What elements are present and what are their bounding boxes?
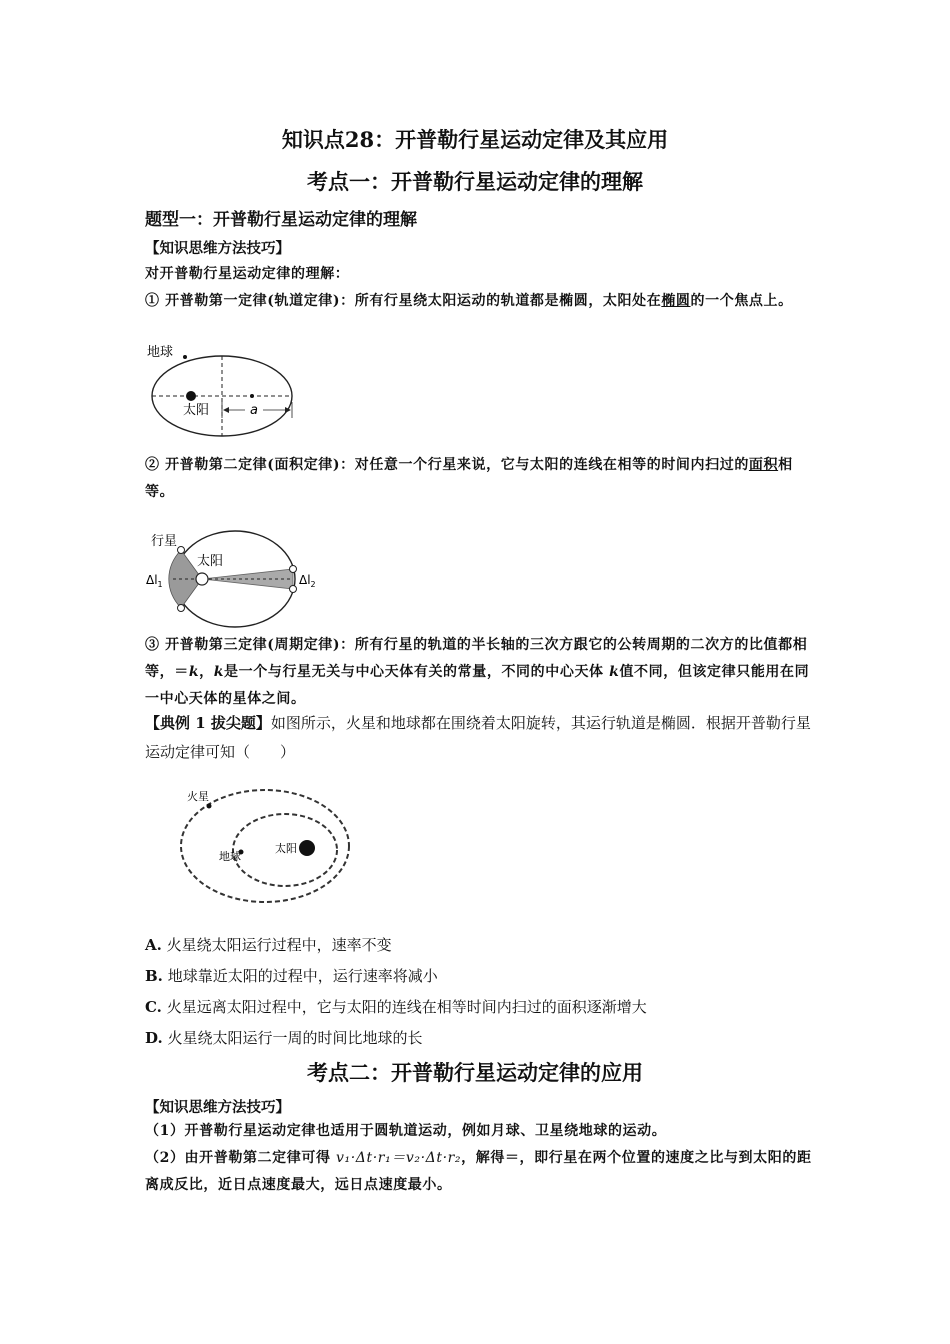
law1-text-b: 的一个焦点上。 <box>690 293 793 309</box>
law2-text-a: ② 开普勒第二定律(面积定律)：对任意一个行星来说，它与太阳的连线在相等的时间内扫过的 <box>145 457 749 473</box>
first-law-diagram <box>145 340 305 440</box>
section2-item1: （1）开普勒行星运动定律也适用于圆轨道运动，例如月球、卫星绕地球的运动。 <box>145 1123 667 1139</box>
option-b[interactable]: B. 地球靠近太阳的过程中，运行速率将减小 <box>145 967 438 985</box>
sun-label: 太阳 <box>197 554 224 569</box>
mars-orbit <box>181 790 349 902</box>
earth-label: 地球 <box>219 850 241 863</box>
type-heading: 题型一：开普勒行星运动定律的理解 <box>145 210 417 230</box>
section2-item2 <box>145 1145 815 1199</box>
option-c[interactable]: C. 火星远离太阳过程中，它与太阳的连线在相等时间内扫过的面积逐渐增大 <box>145 998 647 1016</box>
earth-label: 地球 <box>147 345 174 360</box>
planet-pos-2 <box>178 605 185 612</box>
law3-text-c: 是一个与行星无关与中心天体有关的常量，不同的中心天体 <box>224 664 610 680</box>
law3-k1: k <box>188 664 200 680</box>
example1-text: 如图所示，火星和地球都在围绕着太阳旋转，其运行轨道是椭圆．根据开普勒行星运动定律可知（ ） <box>145 714 811 761</box>
intro-text: 对开普勒行星运动定律的理解： <box>145 266 350 282</box>
dl2-label: $\Delta l_2$ <box>299 573 316 589</box>
law2-paragraph <box>145 452 815 506</box>
orbits-diagram <box>175 780 360 910</box>
law3-text-a: ③ 开普勒第三定律(周期定律)：所有行星的轨道的半长轴的三次方跟它的公转周期的二次方的比值都相等，＝ <box>145 637 808 680</box>
tip-label: 【知识思维方法技巧】 <box>145 240 290 257</box>
section2-tip-label: 【知识思维方法技巧】 <box>145 1099 290 1116</box>
option-d[interactable]: D. 火星绕太阳运行一周的时间比地球的长 <box>145 1029 423 1047</box>
document-title: 知识点28：开普勒行星运动定律及其应用 <box>281 127 669 152</box>
second-law-diagram <box>145 525 335 635</box>
mars-dot <box>207 804 212 809</box>
law3-text-b: ， <box>199 664 214 680</box>
planet-pos-4 <box>290 586 297 593</box>
law2-underline: 面积 <box>748 457 779 473</box>
sun-label: 太阳 <box>275 842 297 855</box>
a-arrowhead-right <box>285 407 291 413</box>
planet-pos-3 <box>290 566 297 573</box>
sun-circle <box>196 573 208 585</box>
law3-paragraph <box>145 632 815 713</box>
sun-ball <box>299 840 315 856</box>
law3-k2: k <box>213 664 225 680</box>
law3-k3: k <box>609 664 620 680</box>
item2-formula: v₁·Δt·r₁＝v₂·Δt·r₂ <box>336 1150 462 1166</box>
item2-text-a: （2）由开普勒第二定律可得 <box>145 1150 337 1166</box>
planet-label: 行星 <box>151 534 178 549</box>
section2-heading: 考点二：开普勒行星运动定律的应用 <box>307 1060 643 1085</box>
law3-text-d: 值不同，但该定律只能用在同一中心天体的星体之间。 <box>145 664 810 707</box>
a-arrowhead-left <box>223 407 229 413</box>
section1-heading: 考点一：开普勒行星运动定律的理解 <box>307 169 643 194</box>
option-a[interactable]: A. 火星绕太阳运行过程中，速率不变 <box>145 936 392 954</box>
focus-dot <box>250 394 254 398</box>
example1-label: 【典例 1 拔尖题】 <box>145 714 271 732</box>
item2-text-b: ，解得＝，即行星在两个位置的速度之比与到太阳的距离成反比，近日点速度最大，远日点速度最小。 <box>145 1150 812 1193</box>
earth-dot <box>183 355 187 359</box>
sun-label: 太阳 <box>183 403 210 418</box>
law1-paragraph <box>145 288 815 315</box>
law2-text-b: 相等。 <box>145 457 793 500</box>
law1-underline: 椭圆 <box>661 293 691 309</box>
example1-question <box>145 709 815 767</box>
sun-dot <box>186 391 196 401</box>
mars-label: 火星 <box>187 790 209 803</box>
a-label: a <box>250 403 258 418</box>
planet-pos-1 <box>178 547 185 554</box>
law1-text-a: ① 开普勒第一定律(轨道定律)：所有行星绕太阳运动的轨道都是椭圆，太阳处在 <box>145 293 662 309</box>
dl1-label: $\Delta l_1$ <box>146 573 163 589</box>
